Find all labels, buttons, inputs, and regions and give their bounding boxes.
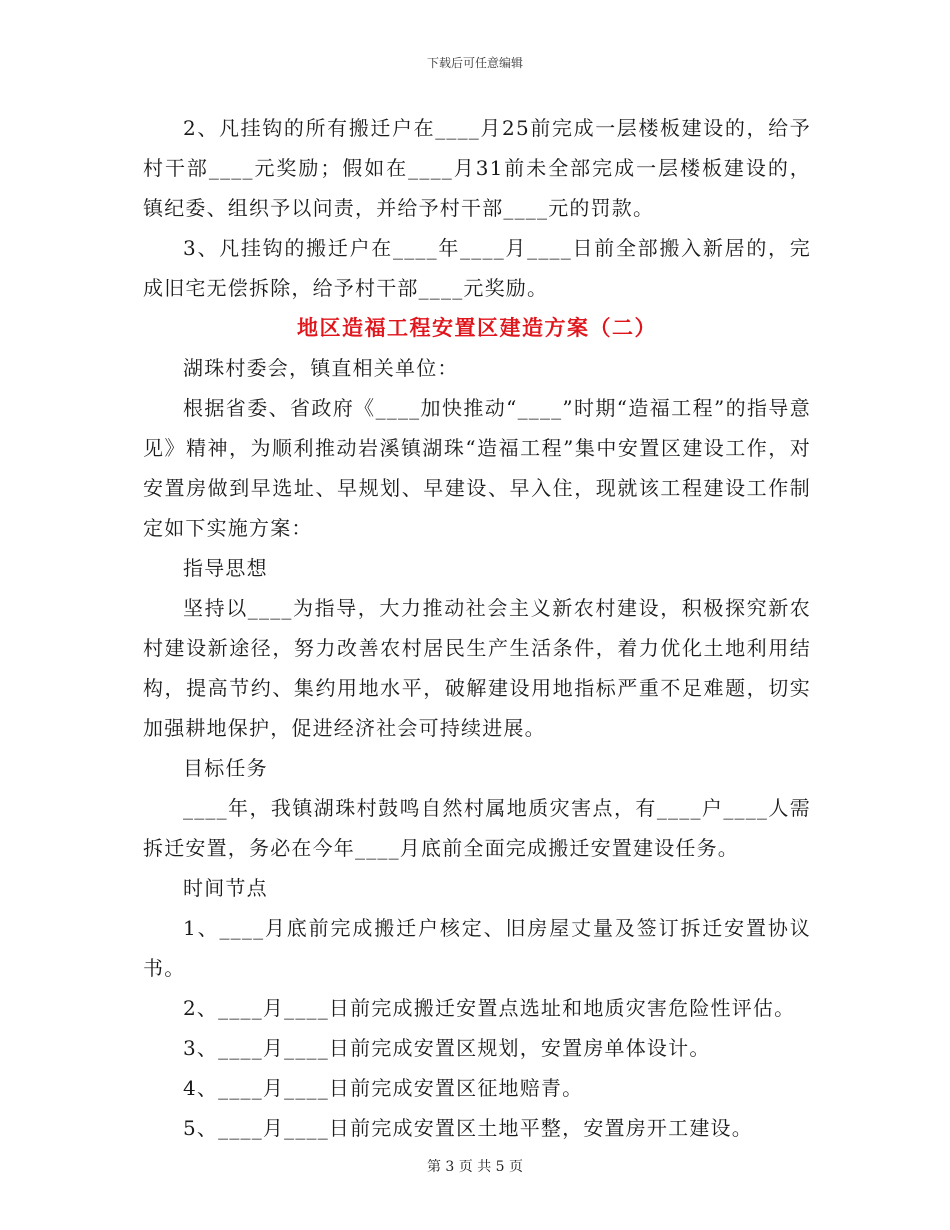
- page-header-note: 下载后可任意编辑: [426, 56, 523, 70]
- subheading-target-task: 目标任务: [183, 756, 268, 780]
- time-node-item: 2、____月____日前完成搬迁安置点选址和地质灾害危险性评估。: [183, 996, 796, 1020]
- paragraph-guiding-thought: 坚持以____为指导，大力推动社会主义新农村建设，积极探究新农村建设新途径，努力改善农村居民生产生活条件，着力优化土地利用结构，提高节约、集约用地水平，破解建设用地指标严重不足难题，切实加强耕地保护，促进经济社会可持续进展。: [143, 596, 811, 740]
- paragraph-reward-floor: 2、凡挂钩的所有搬迁户在____月25前完成一层楼板建设的，给予村干部____元奖励；假如在____月31前未全部完成一层楼板建设的，镇纪委、组织予以问责，并给予村干部____元的罚款。: [143, 116, 811, 220]
- time-node-item: 4、____月____日前完成安置区征地赔青。: [183, 1076, 584, 1100]
- document-body: [143, 108, 811, 1148]
- subheading-time-nodes: 时间节点: [183, 876, 268, 900]
- page-number: 第 3 页 共 5 页: [426, 1159, 524, 1175]
- paragraph-intro: 根据省委、省政府《____加快推动“____”时期“造福工程”的指导意见》精神，为顺利推动岩溪镇湖珠“造福工程”集中安置区建设工作，对安置房做到早选址、早规划、早建设、早入住，现就该工程建设工作制定如下实施方案：: [143, 396, 811, 540]
- time-node-item: 1、____月底前完成搬迁户核定、旧房屋丈量及签订拆迁安置协议书。: [143, 916, 811, 980]
- subheading-guiding-thought: 指导思想: [183, 556, 268, 580]
- time-node-item: 3、____月____日前完成安置区规划，安置房单体设计。: [183, 1036, 711, 1060]
- time-node-item: 5、____月____日前完成安置区土地平整，安置房开工建设。: [183, 1116, 753, 1140]
- paragraph-target-task: ____年，我镇湖珠村鼓鸣自然村属地质灾害点，有____户____人需拆迁安置，务必在今年____月底前全面完成搬迁安置建设任务。: [143, 796, 811, 860]
- addressee-line: 湖珠村委会，镇直相关单位：: [183, 356, 459, 380]
- paragraph-reward-movein: 3、凡挂钩的搬迁户在____年____月____日前全部搬入新居的，完成旧宅无偿拆除，给予村干部____元奖励。: [143, 236, 811, 300]
- section-title: 地区造福工程安置区建造方案（二）: [297, 315, 657, 340]
